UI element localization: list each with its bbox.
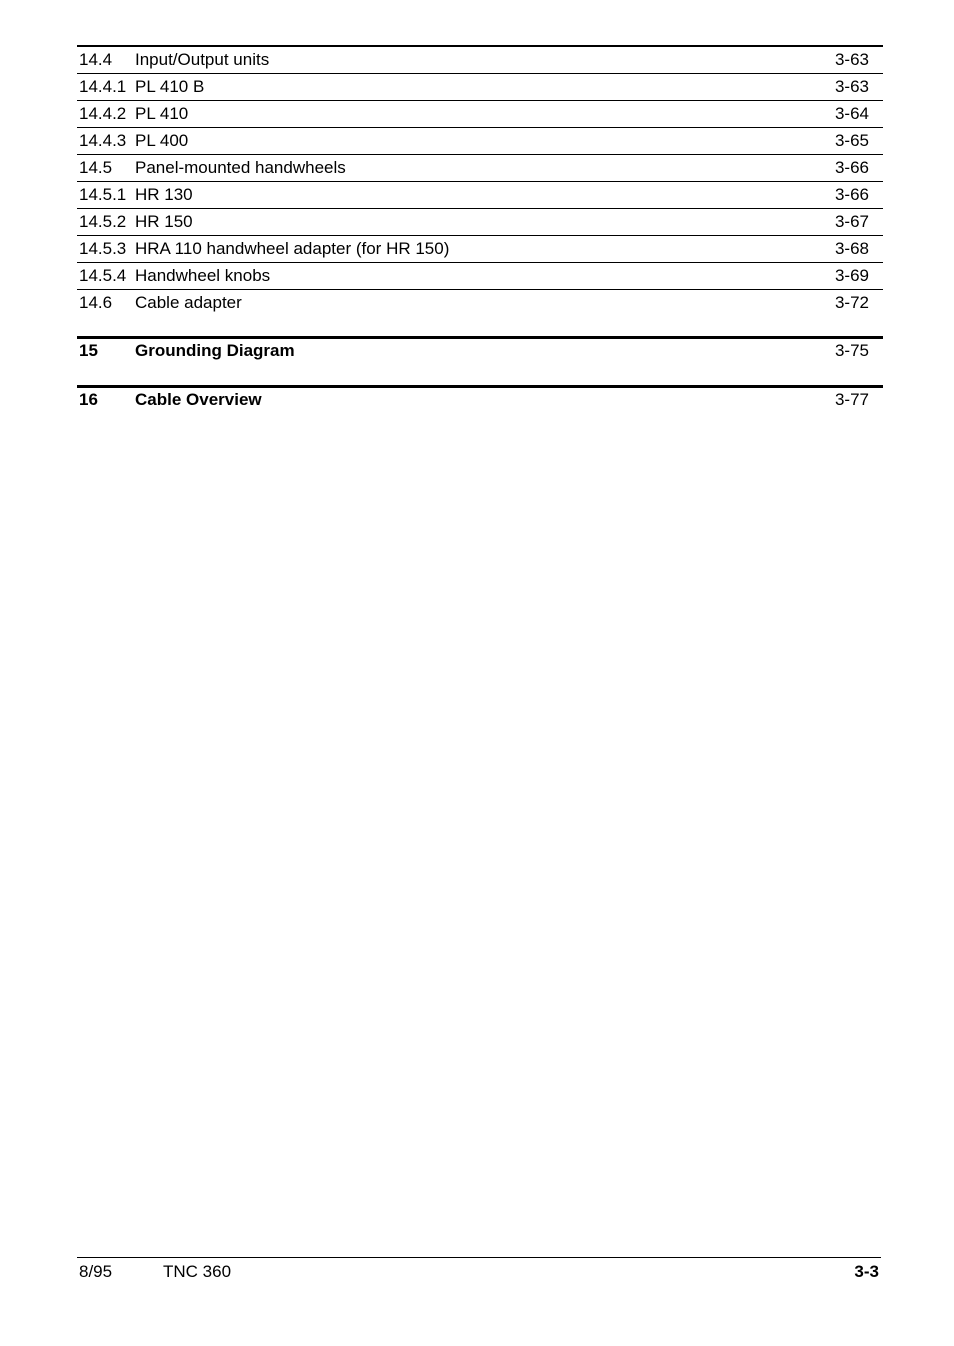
toc-chapter-row[interactable]	[77, 385, 883, 414]
toc-page: 3-65	[834, 131, 869, 150]
toc-row[interactable]	[77, 127, 883, 154]
table-of-contents	[77, 45, 883, 414]
toc-number: 14.5.2	[79, 212, 127, 231]
toc-chapter-page: 3-75	[834, 341, 869, 360]
toc-row[interactable]	[77, 181, 883, 208]
toc-number: 14.5.1	[79, 185, 127, 204]
section-gap	[77, 365, 883, 385]
toc-number: 14.5.3	[79, 239, 127, 258]
toc-page: 3-63	[834, 77, 869, 96]
toc-title: HR 150	[135, 212, 193, 231]
toc-page: 3-72	[834, 293, 869, 312]
toc-row[interactable]	[77, 45, 883, 73]
toc-row[interactable]	[77, 208, 883, 235]
toc-page: 3-63	[834, 50, 869, 69]
toc-row[interactable]	[77, 262, 883, 289]
toc-title: Handwheel knobs	[135, 266, 271, 285]
toc-page: 3-67	[834, 212, 869, 231]
toc-chapter-title: Grounding Diagram	[135, 341, 295, 360]
section-gap	[77, 316, 883, 336]
toc-number: 14.4.2	[79, 104, 127, 123]
toc-title: HR 130	[135, 185, 193, 204]
toc-page: 3-64	[834, 104, 869, 123]
toc-page: 3-66	[834, 185, 869, 204]
page-footer	[77, 1257, 881, 1288]
toc-chapter-title: Cable Overview	[135, 390, 262, 409]
toc-page: 3-68	[834, 239, 869, 258]
toc-number: 14.4.1	[79, 77, 127, 96]
toc-number: 14.6	[79, 293, 113, 312]
toc-title: PL 410 B	[135, 77, 205, 96]
toc-number: 14.5	[79, 158, 113, 177]
toc-number: 14.4.3	[79, 131, 127, 150]
footer-page-number: 3-3	[854, 1262, 879, 1281]
toc-title: HRA 110 handwheel adapter (for HR 150)	[135, 239, 450, 258]
toc-title: PL 400	[135, 131, 189, 150]
toc-number: 14.5.4	[79, 266, 127, 285]
toc-number: 14.4	[79, 50, 113, 69]
toc-row[interactable]	[77, 73, 883, 100]
toc-row[interactable]	[77, 289, 883, 316]
toc-title: Cable adapter	[135, 293, 242, 312]
toc-row[interactable]	[77, 100, 883, 127]
toc-chapter-page: 3-77	[834, 390, 869, 409]
toc-chapter-row[interactable]	[77, 336, 883, 365]
toc-title: Panel-mounted handwheels	[135, 158, 346, 177]
footer-model: TNC 360	[163, 1262, 232, 1281]
toc-page: 3-66	[834, 158, 869, 177]
toc-chapter-number: 15	[79, 341, 98, 360]
toc-row[interactable]	[77, 154, 883, 181]
toc-page: 3-69	[834, 266, 869, 285]
toc-title: Input/Output units	[135, 50, 270, 69]
footer-date: 8/95	[79, 1262, 113, 1281]
toc-chapter-number: 16	[79, 390, 98, 409]
toc-title: PL 410	[135, 104, 189, 123]
toc-row[interactable]	[77, 235, 883, 262]
